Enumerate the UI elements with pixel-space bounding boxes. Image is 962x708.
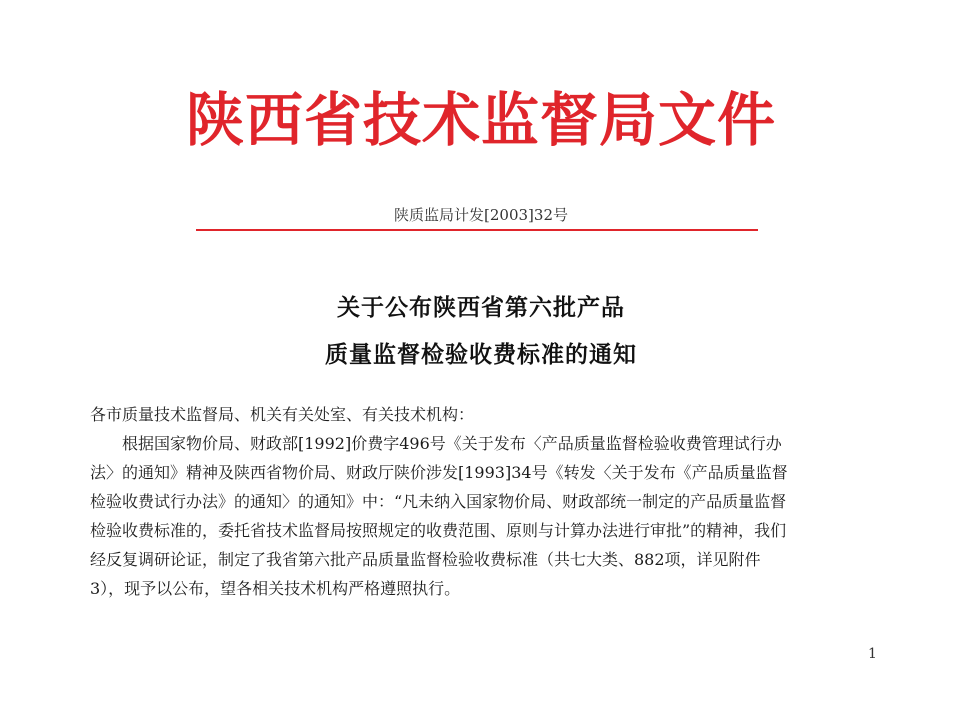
body-line-3: 检验收费试行办法》的通知〉的通知》中：“凡未纳入国家物价局、财政部统一制定的产品质量监督 [90, 492, 787, 511]
notice-title-line-2: 质量监督检验收费标准的通知 [325, 342, 637, 368]
body-line-2: 法〉的通知》精神及陕西省物价局、财政厅陕价涉发[1993]34号《转发〈关于发布《产品质量监督 [90, 463, 788, 482]
body-line-1: 根据国家物价局、财政部[1992]价费字496号《关于发布〈产品质量监督检验收费管理试行办 [122, 434, 782, 453]
body-line-4: 检验收费标准的，委托省技术监督局按照规定的收费范围、原则与计算办法进行审批”的精神，我们 [90, 521, 787, 540]
masthead-title: 陕西省技术监督局文件 [185, 86, 776, 154]
body-line-5: 经反复调研论证，制定了我省第六批产品质量监督检验收费标准（共七大类、882项，详见附件 [90, 550, 761, 569]
notice-body [90, 400, 890, 603]
page-number: 1 [868, 646, 877, 662]
notice-title-line-1: 关于公布陕西省第六批产品 [337, 295, 625, 321]
red-divider-line [196, 229, 758, 231]
body-line-6: 3），现予以公布，望各相关技术机构严格遵照执行。 [90, 579, 461, 598]
document-number: 陕质监局计发[2003]32号 [394, 206, 568, 224]
salutation: 各市质量技术监督局、机关有关处室、有关技术机构： [90, 405, 475, 424]
